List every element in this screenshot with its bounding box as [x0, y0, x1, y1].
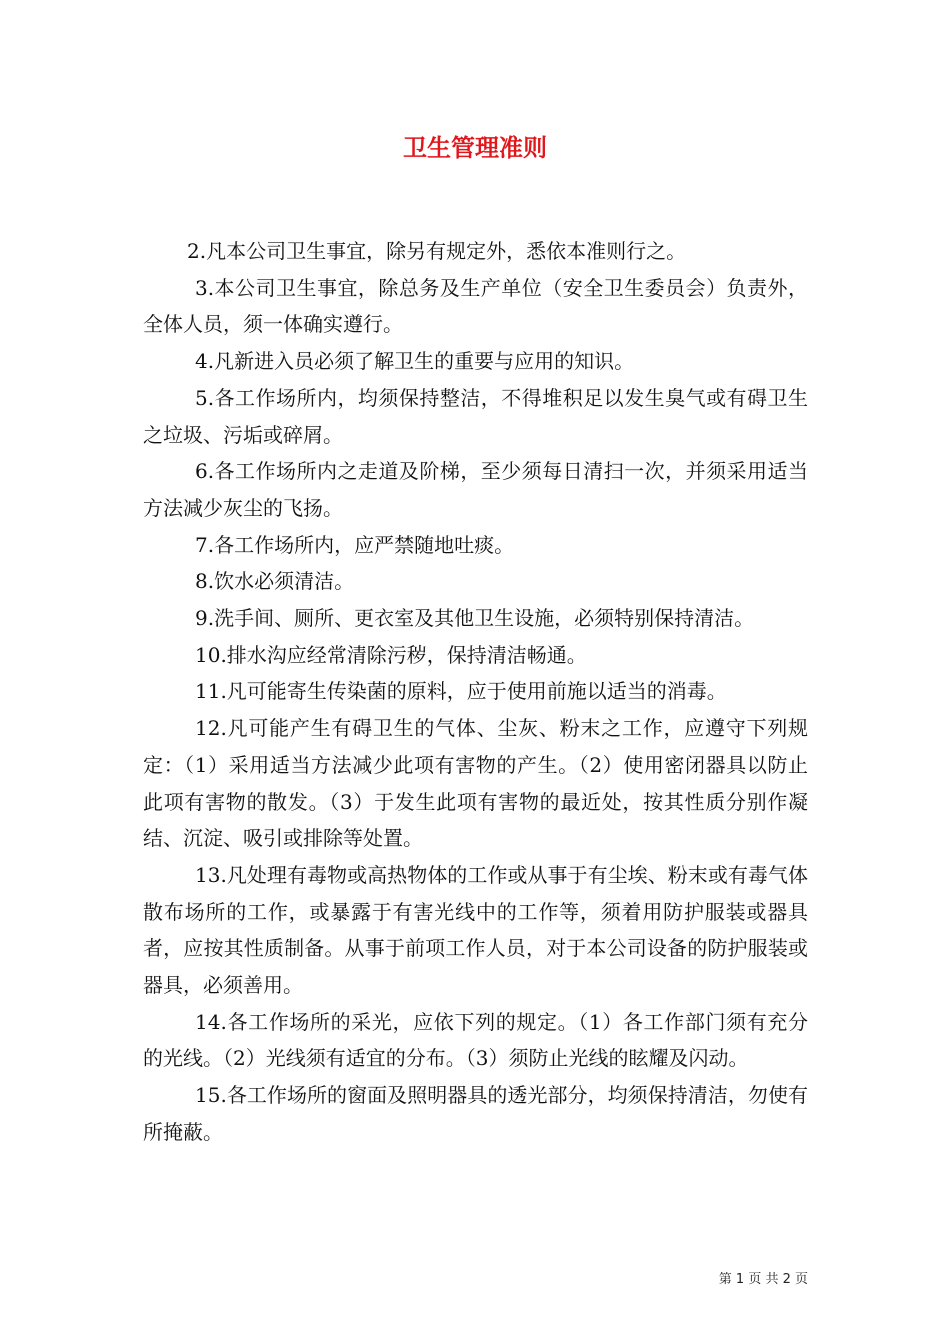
paragraph: 12.凡可能产生有碍卫生的气体、尘灰、粉末之工作，应遵守下列规定：（1）采用适当方法减少此项有害物的产生。（2）使用密闭器具以防止此项有害物的散发。（3）于发生此项有害物的最近处，按其性质分别作凝结、沉淀、吸引或排除等处置。	[143, 716, 808, 851]
paragraph: 5.各工作场所内，均须保持整洁，不得堆积足以发生臭气或有碍卫生之垃圾、污垢或碎屑。	[143, 385, 808, 447]
paragraph: 3.本公司卫生事宜，除总务及生产单位（安全卫生委员会）负责外，全体人员，须一体确实遵行。	[143, 275, 808, 337]
paragraph: 13.凡处理有毒物或高热物体的工作或从事于有尘埃、粉末或有毒气体散布场所的工作，或暴露于有害光线中的工作等，须着用防护服装或器具者，应按其性质制备。从事于前项工作人员，对于本公司设备的防护服装或器具，必须善用。	[143, 862, 808, 998]
page-number-footer: 第 1 页 共 2 页	[718, 1272, 808, 1287]
document-title: 卫生管理准则	[403, 134, 547, 162]
paragraph: 2.凡本公司卫生事宜，除另有规定外，悉依本准则行之。	[187, 239, 687, 263]
paragraph: 15.各工作场所的窗面及照明器具的透光部分，均须保持清洁，勿使有所掩蔽。	[143, 1083, 808, 1144]
document-body	[143, 233, 808, 1151]
paragraph: 4.凡新进入员必须了解卫生的重要与应用的知识。	[195, 349, 635, 374]
paragraph: 9.洗手间、厕所、更衣室及其他卫生设施，必须特别保持清洁。	[195, 606, 755, 631]
paragraph: 10.排水沟应经常清除污秽，保持清洁畅通。	[195, 642, 587, 667]
paragraph: 11.凡可能寄生传染菌的原料，应于使用前施以适当的消毒。	[195, 679, 727, 704]
paragraph: 7.各工作场所内，应严禁随地吐痰。	[195, 532, 515, 557]
paragraph: 8.饮水必须清洁。	[195, 569, 355, 594]
paragraph: 6.各工作场所内之走道及阶梯，至少须每日清扫一次，并须采用适当方法减少灰尘的飞扬。	[143, 459, 808, 520]
paragraph: 14.各工作场所的采光，应依下列的规定。（1）各工作部门须有充分的光线。（2）光线须有适宜的分布。（3）须防止光线的眩耀及闪动。	[143, 1009, 808, 1071]
